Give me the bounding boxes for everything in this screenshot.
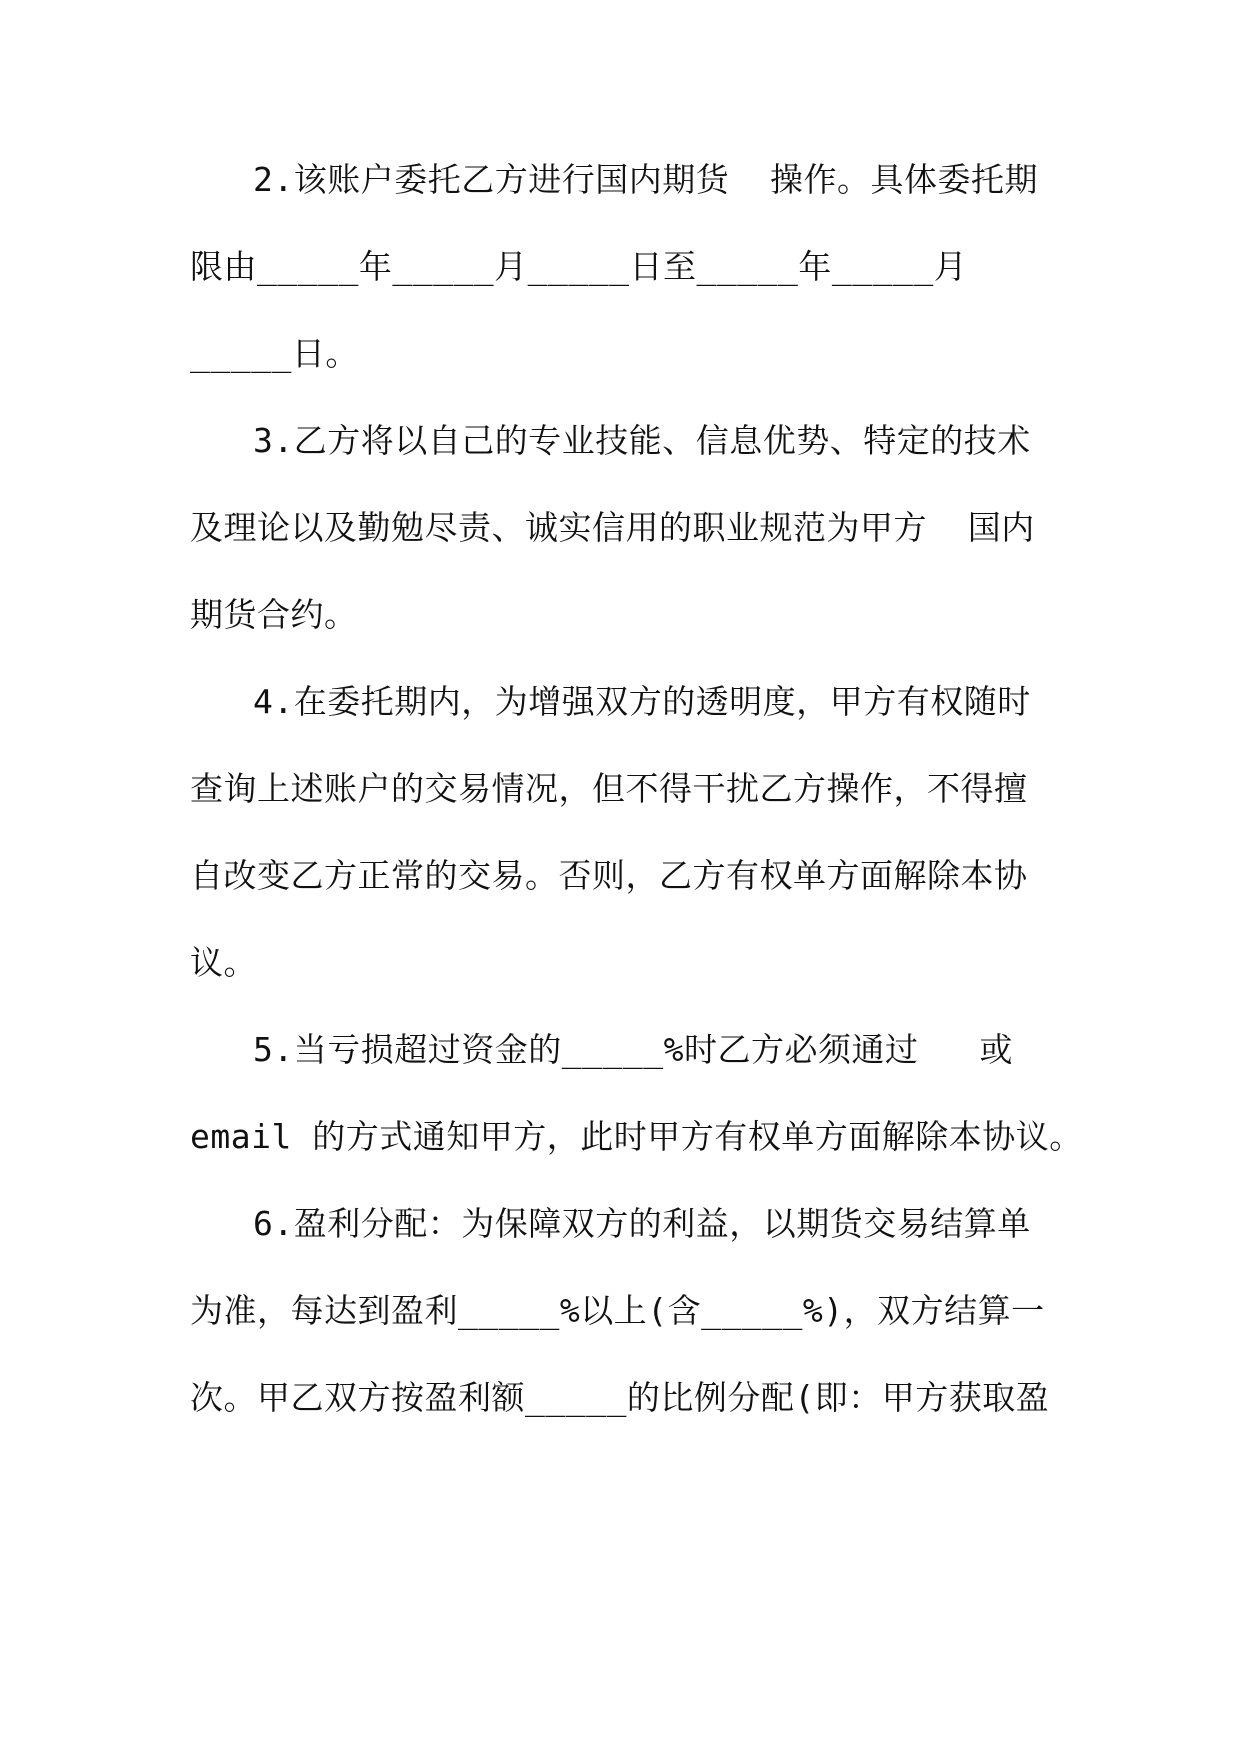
clause-5-line-2: email 的方式通知甲方，此时甲方有权单方面解除本协议。 — [190, 1117, 1083, 1156]
clause-3-line-2: 及理论以及勤勉尽责、诚实信用的职业规范为甲方 国内 — [190, 508, 1035, 547]
clause-4-line-2: 查询上述账户的交易情况，但不得干扰乙方操作，不得擅 — [190, 769, 1028, 808]
clause-5-line-1: 5.当亏损超过资金的_____%时乙方必须通过 或 — [253, 1030, 1014, 1069]
clause-2-line-1: 2.该账户委托乙方进行国内期货 操作。具体委托期 — [253, 160, 1038, 199]
clause-6-line-1: 6.盈利分配：为保障双方的利益，以期货交易结算单 — [253, 1204, 1031, 1243]
clause-4-line-3: 自改变乙方正常的交易。否则，乙方有权单方面解除本协 — [190, 856, 1028, 895]
clause-3-line-1: 3.乙方将以自己的专业技能、信息优势、特定的技术 — [253, 421, 1031, 460]
clause-4-line-4: 议。 — [190, 943, 257, 982]
clause-6-line-2: 为准，每达到盈利_____%以上(含_____%)，双方结算一 — [190, 1291, 1045, 1330]
clause-6-line-3: 次。甲乙双方按盈利额_____的比例分配(即：甲方获取盈 — [190, 1378, 1050, 1417]
clause-4-line-1: 4.在委托期内，为增强双方的透明度，甲方有权随时 — [253, 682, 1031, 721]
clause-2-line-2: 限由_____年_____月_____日至_____年_____月 — [190, 247, 968, 286]
clause-2-line-3: _____日。 — [190, 334, 359, 373]
clause-3-line-3: 期货合约。 — [190, 595, 358, 634]
